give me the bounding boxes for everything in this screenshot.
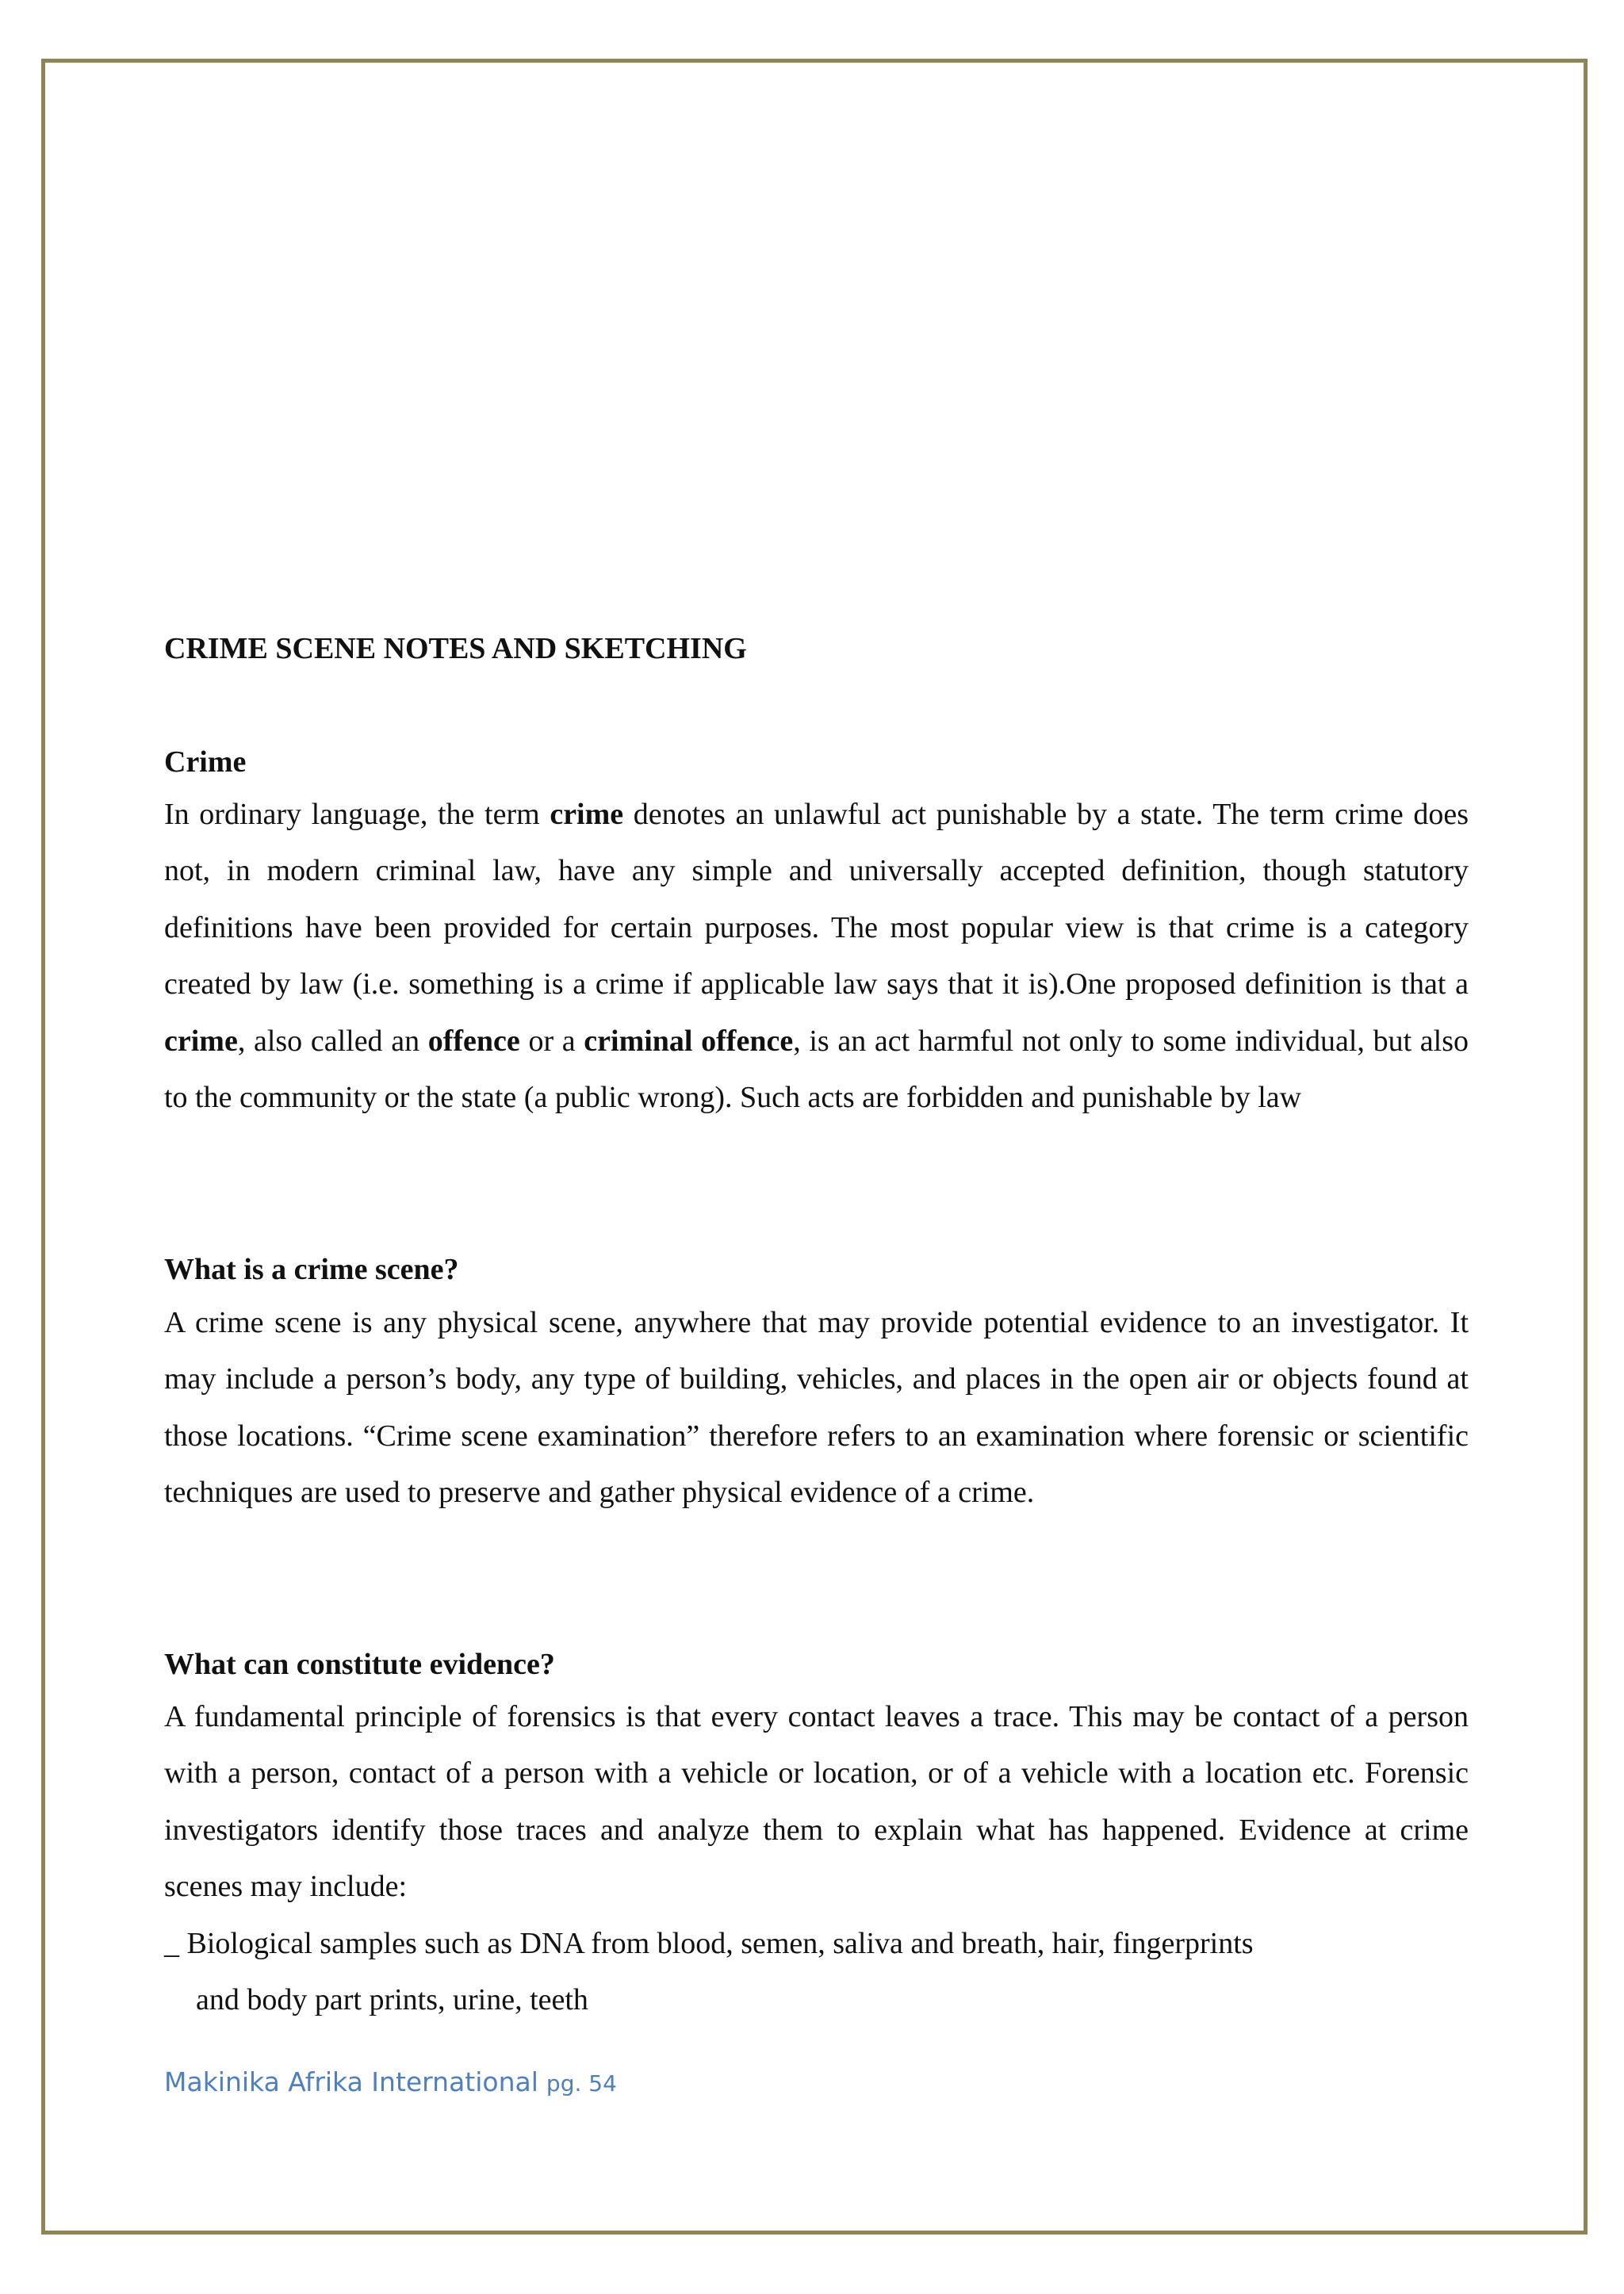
- section-paragraph-evidence: A fundamental principle of forensics is that every contact leaves a trace. This may be contact of a person with a person, contact of a person with a vehicle or location, or of a vehicle with a location etc. Forensic investigators identify those traces and analyze them to explain what has happened. Evidence at crime scenes may include:: [164, 1700, 1469, 1904]
- bold-term-crime: crime: [550, 798, 624, 831]
- text-run: In ordinary language, the term: [164, 798, 550, 831]
- section-paragraph-crime: [164, 787, 1469, 1126]
- text-run: or a: [519, 1024, 584, 1058]
- section-paragraph-crime-scene: A crime scene is any physical scene, anywhere that may provide potential evidence to an investigator. It may include a person’s body, any type of building, vehicles, and places in the open air or objects found at those locations. “Crime scene examination” therefore refers to an examination where forensic or scientific techniques are used to preserve and gather physical evidence of a crime.: [164, 1306, 1469, 1510]
- bullet-line: _ Biological samples such as DNA from blood, semen, saliva and breath, hair, fingerprints: [164, 1927, 1254, 1960]
- bold-term-crime: crime: [164, 1024, 238, 1058]
- list-item: [164, 1916, 1469, 2029]
- text-run: , also called an: [237, 1024, 428, 1058]
- footer-publisher: Makinika Afrika International: [164, 2066, 538, 2097]
- bold-term-criminal-offence: criminal offence: [584, 1024, 794, 1058]
- section-heading-evidence: What can constitute evidence?: [164, 1648, 555, 1681]
- section-heading-crime: Crime: [164, 745, 247, 779]
- section-heading-crime-scene: What is a crime scene?: [164, 1253, 459, 1286]
- page-title: CRIME SCENE NOTES AND SKETCHING: [164, 632, 747, 665]
- text-run: , is an act harmful not only to some individual, but also to the community or the state (a public wrong). Such acts are forbidden and punishable by law: [164, 1024, 1469, 1115]
- bullet-continuation: and body part prints, urine, teeth: [196, 1983, 588, 2017]
- page-footer: [164, 2066, 617, 2097]
- text-run: denotes an unlawful act punishable by a state. The term crime does not, in modern criminal law, have any simple and universally accepted definition, though statutory definitions have been provided for certain purposes. The most popular view is that crime is a category created by law (i.e. something is a crime if applicable law says that it is).One proposed definition is that a: [164, 798, 1469, 1001]
- bold-term-offence: offence: [427, 1024, 520, 1058]
- page-number: pg. 54: [546, 2070, 617, 2097]
